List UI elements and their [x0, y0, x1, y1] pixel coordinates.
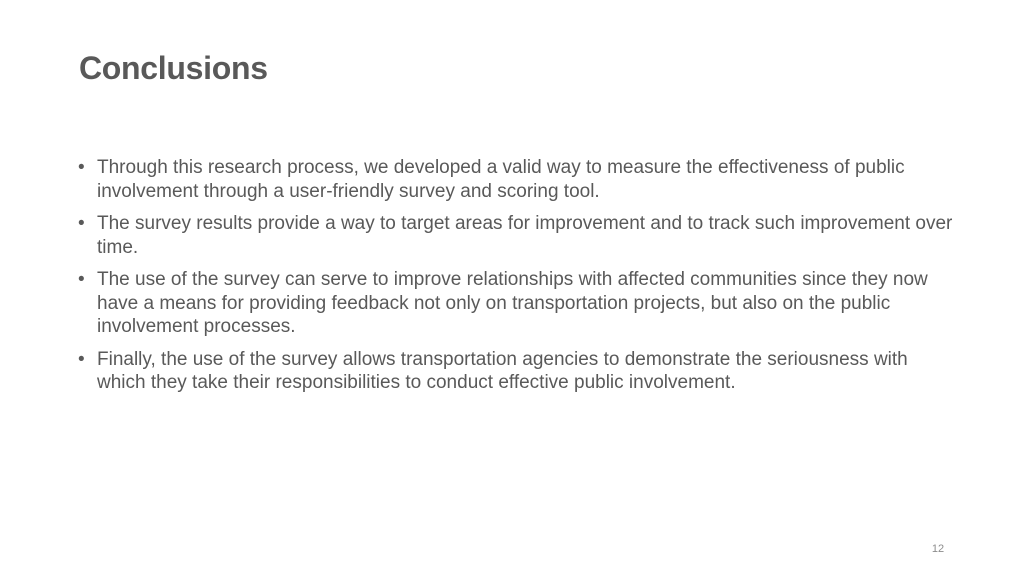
bullet-text: Through this research process, we developed a valid way to measure the effectiveness of public involvement through a user-friendly survey and scoring tool.: [97, 157, 905, 202]
bullet-list: [78, 156, 958, 404]
slide-title: Conclusions: [79, 50, 268, 86]
bullet-icon: •: [78, 213, 85, 234]
bullet-text: Finally, the use of the survey allows transportation agencies to demonstrate the seriousness with which they take their responsibilities to conduct effective public involvement.: [97, 348, 908, 393]
bullet-item: [78, 348, 958, 395]
bullet-text: The survey results provide a way to target areas for improvement and to track such improvement over time.: [97, 213, 953, 258]
bullet-item: [78, 156, 958, 203]
bullet-icon: •: [78, 269, 85, 290]
bullet-icon: •: [78, 348, 85, 370]
bullet-text: The use of the survey can serve to improve relationships with affected communities since they now have a means for providing feedback not only on transportation projects, but also on the public involvement processes.: [97, 269, 928, 337]
bullet-icon: •: [78, 157, 85, 178]
bullet-item: [78, 212, 958, 259]
bullet-item: [78, 268, 958, 339]
page-number: 12: [931, 543, 945, 555]
